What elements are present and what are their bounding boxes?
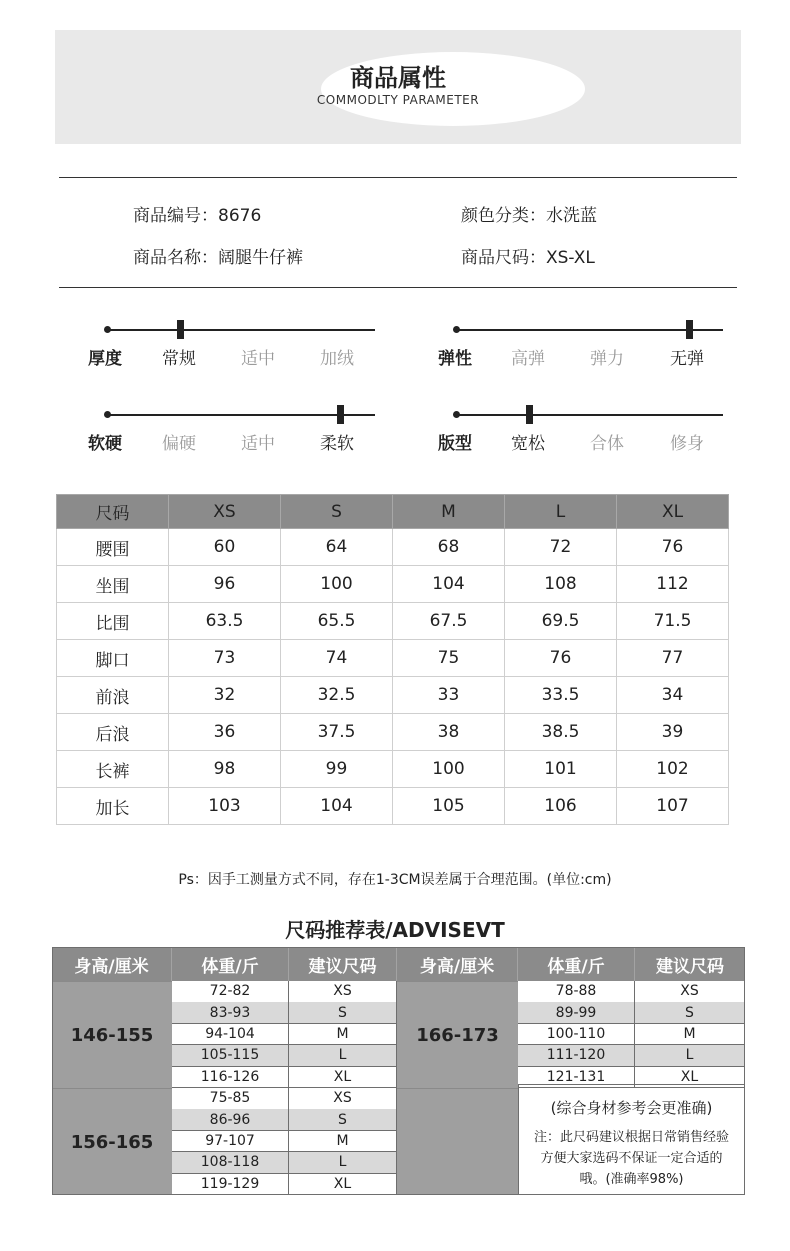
height-group-146-155: 146-155 bbox=[52, 981, 172, 1088]
elasticity-option: 高弹 bbox=[511, 349, 545, 369]
table-cell: 74 bbox=[281, 640, 393, 677]
header-banner bbox=[55, 30, 741, 144]
column-header: 体重/斤 bbox=[518, 947, 635, 981]
table-cell: 96 bbox=[169, 566, 281, 603]
measurement-note: Ps：因手工测量方式不同，存在1-3CM误差属于合理范围。(单位:cm) bbox=[178, 872, 612, 888]
size-cell: S bbox=[289, 1002, 397, 1024]
table-cell: 71.5 bbox=[617, 603, 729, 640]
weight-cell: 121-131 bbox=[518, 1067, 635, 1089]
table-row bbox=[57, 677, 729, 714]
recommend-tip bbox=[518, 1084, 745, 1195]
softness-option: 适中 bbox=[241, 434, 275, 454]
size-cell: M bbox=[289, 1131, 397, 1153]
size-cell: M bbox=[635, 1024, 745, 1046]
table-cell: 99 bbox=[281, 751, 393, 788]
row-label: 加长 bbox=[57, 788, 169, 825]
page-title: 商品属性 bbox=[350, 64, 446, 92]
thickness-option: 适中 bbox=[241, 349, 275, 369]
size-cell: XL bbox=[289, 1174, 397, 1196]
weight-cell: 89-99 bbox=[518, 1002, 635, 1024]
table-cell: 104 bbox=[281, 788, 393, 825]
weight-cell: 100-110 bbox=[518, 1024, 635, 1046]
column-header: 建议尺码 bbox=[289, 947, 397, 981]
page-subtitle: COMMODLTY PARAMETER bbox=[316, 93, 480, 107]
fit-knob bbox=[526, 405, 533, 424]
weight-cell: 83-93 bbox=[172, 1002, 289, 1024]
row-label: 脚口 bbox=[57, 640, 169, 677]
table-cell: 32 bbox=[169, 677, 281, 714]
thickness-option: 加绒 bbox=[320, 349, 354, 369]
weight-cell: 108-118 bbox=[172, 1152, 289, 1174]
weight-cell: 86-96 bbox=[172, 1109, 289, 1131]
fit-option: 修身 bbox=[670, 434, 704, 454]
size-cell: S bbox=[635, 1002, 745, 1024]
attr-color: 颜色分类：水洗蓝 bbox=[461, 206, 597, 226]
table-row bbox=[57, 603, 729, 640]
table-cell: 102 bbox=[617, 751, 729, 788]
weight-cell: 105-115 bbox=[172, 1045, 289, 1067]
elasticity-option: 无弹 bbox=[670, 349, 704, 369]
table-cell: 101 bbox=[505, 751, 617, 788]
table-cell: 100 bbox=[393, 751, 505, 788]
divider-attrs bbox=[59, 287, 737, 288]
tip-title: (综合身材参考会更准确) bbox=[550, 1099, 713, 1117]
weight-cell: 119-129 bbox=[172, 1174, 289, 1196]
column-header: XL bbox=[617, 495, 729, 529]
table-cell: 33 bbox=[393, 677, 505, 714]
table-cell: 38 bbox=[393, 714, 505, 751]
table-cell: 112 bbox=[617, 566, 729, 603]
size-cell: XL bbox=[635, 1067, 745, 1089]
tip-text: 注：此尺码建议根据日常销售经验方便大家选码不保证一定合适的哦。(准确率98%) bbox=[533, 1130, 729, 1187]
attr-size: 商品尺码：XS-XL bbox=[461, 248, 595, 268]
table-cell: 98 bbox=[169, 751, 281, 788]
elasticity-knob bbox=[686, 320, 693, 339]
fit-label: 版型 bbox=[438, 434, 472, 454]
column-header: 尺码 bbox=[57, 495, 169, 529]
softness-knob bbox=[337, 405, 344, 424]
table-cell: 73 bbox=[169, 640, 281, 677]
weight-cell: 75-85 bbox=[172, 1088, 289, 1110]
weight-cell: 94-104 bbox=[172, 1024, 289, 1046]
size-cell: XS bbox=[635, 981, 745, 1003]
table-cell: 69.5 bbox=[505, 603, 617, 640]
thickness-slider bbox=[107, 320, 375, 340]
thickness-knob bbox=[177, 320, 184, 339]
thickness-label: 厚度 bbox=[88, 349, 122, 369]
weight-cell: 72-82 bbox=[172, 981, 289, 1003]
size-cell: S bbox=[289, 1109, 397, 1131]
table-cell: 106 bbox=[505, 788, 617, 825]
table-cell: 104 bbox=[393, 566, 505, 603]
elasticity-option: 弹力 bbox=[590, 349, 624, 369]
attr-name: 商品名称：阔腿牛仔裤 bbox=[133, 248, 303, 268]
table-cell: 76 bbox=[617, 529, 729, 566]
table-cell: 34 bbox=[617, 677, 729, 714]
table-cell: 65.5 bbox=[281, 603, 393, 640]
weight-cell: 116-126 bbox=[172, 1067, 289, 1089]
row-label: 长裤 bbox=[57, 751, 169, 788]
column-header: M bbox=[393, 495, 505, 529]
weight-cell: 111-120 bbox=[518, 1045, 635, 1067]
softness-label: 软硬 bbox=[88, 434, 122, 454]
table-cell: 63.5 bbox=[169, 603, 281, 640]
column-header: 身高/厘米 bbox=[397, 947, 518, 981]
weight-cell: 97-107 bbox=[172, 1131, 289, 1153]
size-cell: XL bbox=[289, 1067, 397, 1089]
table-cell: 39 bbox=[617, 714, 729, 751]
table-cell: 33.5 bbox=[505, 677, 617, 714]
fit-slider bbox=[456, 405, 723, 425]
table-row bbox=[57, 714, 729, 751]
size-table bbox=[56, 494, 729, 825]
softness-option: 偏硬 bbox=[162, 434, 196, 454]
table-row bbox=[57, 529, 729, 566]
table-cell: 108 bbox=[505, 566, 617, 603]
softness-option: 柔软 bbox=[320, 434, 354, 454]
table-cell: 37.5 bbox=[281, 714, 393, 751]
table-row bbox=[57, 640, 729, 677]
fit-option: 宽松 bbox=[511, 434, 545, 454]
table-cell: 107 bbox=[617, 788, 729, 825]
table-row bbox=[57, 788, 729, 825]
size-cell: M bbox=[289, 1024, 397, 1046]
size-cell: L bbox=[289, 1045, 397, 1067]
column-header: 体重/斤 bbox=[172, 947, 289, 981]
table-cell: 105 bbox=[393, 788, 505, 825]
softness-slider bbox=[107, 405, 375, 425]
fit-option: 合体 bbox=[590, 434, 624, 454]
column-header: 身高/厘米 bbox=[52, 947, 172, 981]
table-cell: 103 bbox=[169, 788, 281, 825]
elasticity-label: 弹性 bbox=[438, 349, 472, 369]
table-row bbox=[57, 566, 729, 603]
table-cell: 100 bbox=[281, 566, 393, 603]
height-group-156-165: 156-165 bbox=[52, 1088, 172, 1195]
recommend-title: 尺码推荐表/ADVISEVT bbox=[285, 918, 505, 942]
height-group-166-173: 166-173 bbox=[397, 981, 518, 1088]
table-cell: 36 bbox=[169, 714, 281, 751]
row-label: 比围 bbox=[57, 603, 169, 640]
column-header: L bbox=[505, 495, 617, 529]
row-label: 后浪 bbox=[57, 714, 169, 751]
recommend-table bbox=[52, 947, 745, 1195]
table-cell: 72 bbox=[505, 529, 617, 566]
table-cell: 32.5 bbox=[281, 677, 393, 714]
table-cell: 75 bbox=[393, 640, 505, 677]
column-header: S bbox=[281, 495, 393, 529]
size-table-header bbox=[57, 495, 729, 529]
table-cell: 64 bbox=[281, 529, 393, 566]
column-header: XS bbox=[169, 495, 281, 529]
table-row bbox=[57, 751, 729, 788]
divider-top bbox=[59, 177, 737, 178]
column-header: 建议尺码 bbox=[635, 947, 745, 981]
table-cell: 68 bbox=[393, 529, 505, 566]
table-cell: 60 bbox=[169, 529, 281, 566]
thickness-option: 常规 bbox=[162, 349, 196, 369]
row-label: 坐围 bbox=[57, 566, 169, 603]
table-cell: 38.5 bbox=[505, 714, 617, 751]
elasticity-slider bbox=[456, 320, 723, 340]
row-label: 前浪 bbox=[57, 677, 169, 714]
size-cell: L bbox=[635, 1045, 745, 1067]
table-cell: 76 bbox=[505, 640, 617, 677]
row-label: 腰围 bbox=[57, 529, 169, 566]
empty-group-cell bbox=[397, 1088, 518, 1195]
weight-cell: 78-88 bbox=[518, 981, 635, 1003]
size-cell: XS bbox=[289, 981, 397, 1003]
table-cell: 67.5 bbox=[393, 603, 505, 640]
table-cell: 77 bbox=[617, 640, 729, 677]
size-cell: XS bbox=[289, 1088, 397, 1110]
size-cell: L bbox=[289, 1152, 397, 1174]
attr-item-no: 商品编号：8676 bbox=[133, 206, 262, 226]
